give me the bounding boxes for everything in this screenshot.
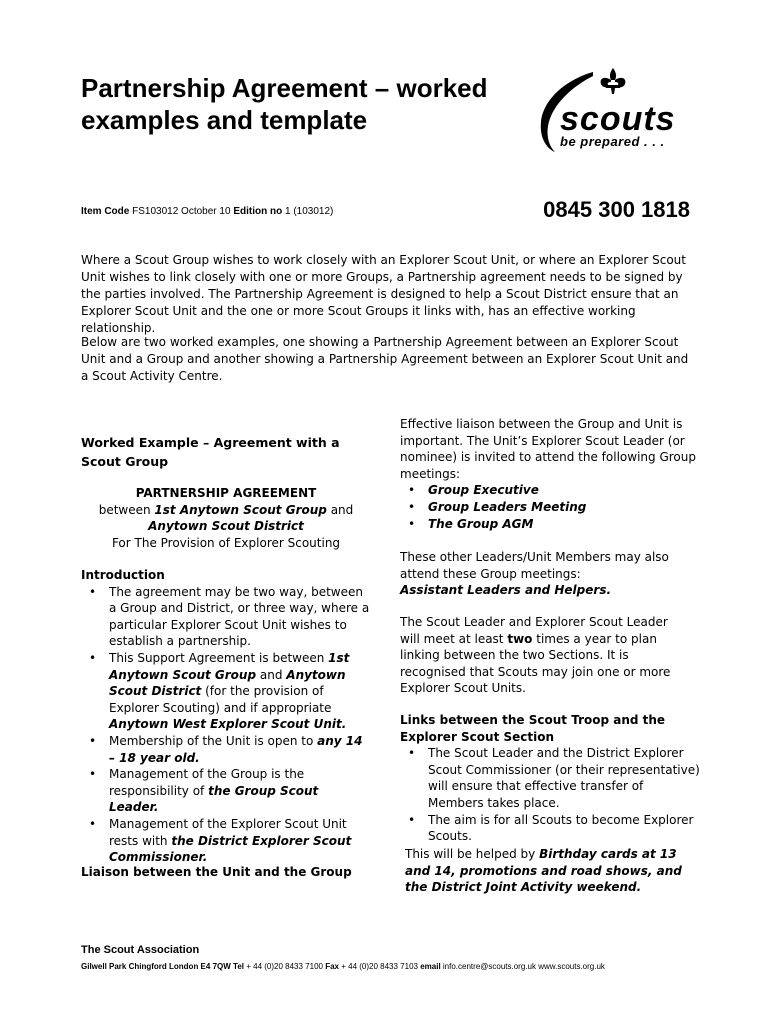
list-item: • Management of the Explorer Scout Unit rests with the District Explorer Scout Commissioner. <box>89 816 352 865</box>
bullet-text: The aim is for all Scouts to become Explorer Scouts. <box>428 812 694 844</box>
list-item: • Membership of the Unit is open to any 14 – 18 year old. <box>89 733 363 765</box>
tel-number: + 44 (0)20 8433 7100 <box>246 962 323 971</box>
agreement-block <box>81 485 371 551</box>
two-text: two <box>507 631 533 646</box>
meeting-name: Group Leaders Meeting <box>428 499 587 514</box>
and-text: and <box>330 502 354 517</box>
helped-by-paragraph <box>405 846 705 896</box>
commissioner-name: the District Explorer Scout Commissioner. <box>109 833 352 865</box>
item-code-line <box>81 206 333 217</box>
liaison-heading: Liaison between the Unit and the Group <box>81 865 352 879</box>
list-item: • The aim is for all Scouts to become Explorer Scouts. <box>408 812 694 844</box>
introduction-section <box>81 567 371 866</box>
bullet-text: This Support Agreement is between <box>109 650 325 665</box>
group-name: 1st Anytown Scout Group <box>154 502 327 517</box>
website-link[interactable]: www.scouts.org.uk <box>538 962 605 971</box>
activities-text: Birthday cards at 13 and 14, promotions and road shows, and the District Joint Activity weekend. <box>405 847 682 895</box>
list-item: • Management of the Group is the responsibility of the Group Scout Leader. <box>89 767 319 815</box>
footer-contact <box>81 962 605 971</box>
item-code-value: FS103012 October 10 <box>132 206 231 217</box>
leader-name: the Group Scout Leader. <box>109 783 319 815</box>
introduction-list <box>81 584 371 866</box>
list-item: • Group Leaders Meeting <box>408 499 587 514</box>
district-name: Anytown Scout District <box>148 519 304 534</box>
links-list <box>400 745 700 845</box>
paragraph-text: times a year to plan linking between the two Sections. It is recognised that Scouts may join one or more Explorer Scout Units. <box>400 631 671 696</box>
tel-label: Tel <box>233 962 244 971</box>
between-text: between <box>98 502 151 517</box>
linking-paragraph <box>400 614 690 697</box>
agreement-provision: For The Provision of Explorer Scouting <box>111 535 341 550</box>
email-link[interactable]: info.centre@scouts.org.uk <box>442 962 536 971</box>
footer-organisation: The Scout Association <box>81 944 200 956</box>
logo-tagline: be prepared . . . <box>560 134 665 149</box>
bullet-text: The agreement may be two way, between a Group and District, or three way, where a particular Explorer Scout Unit wishes to establish a partnership. <box>109 584 370 649</box>
document-title: Partnership Agreement – worked examples and template <box>81 73 488 135</box>
agreement-head: PARTNERSHIP AGREEMENT <box>135 486 317 500</box>
group-name: 1st Anytown Scout Group <box>109 650 350 682</box>
links-section <box>400 712 700 845</box>
bullet-text: Management of the Explorer Scout Unit rests with <box>109 816 347 848</box>
worked-example-heading: Worked Example – Agreement with a Scout Group <box>81 435 340 469</box>
bullet-text: (for the provision of Explorer Scouting) and if appropriate <box>109 684 332 715</box>
footer-address: Gilwell Park Chingford London E4 7QW <box>81 962 231 971</box>
meetings-list <box>400 482 700 532</box>
liaison-section <box>400 416 700 532</box>
district-name: Anytown Scout District <box>109 667 346 699</box>
attendees-text: Assistant Leaders and Helpers. <box>400 583 612 598</box>
paragraph-text: This will be helped by <box>405 847 536 861</box>
liaison-paragraph: Effective liaison between the Group and Unit is important. The Unit’s Explorer Scout Leader (or nominee) is invited to attend the following Group meetings: <box>400 417 696 481</box>
links-heading: Links between the Scout Troop and the Explorer Scout Section <box>400 713 666 744</box>
fax-number: + 44 (0)20 8433 7103 <box>341 962 418 971</box>
introduction-heading: Introduction <box>81 568 165 582</box>
list-item: • Group Executive <box>408 483 539 498</box>
fax-label: Fax <box>325 962 339 971</box>
logo-wordmark: scouts <box>560 100 676 138</box>
bullet-text: Management of the Group is the responsibility of <box>109 767 305 798</box>
list-item: • The agreement may be two way, between a Group and District, or three way, where a particular Explorer Scout Unit wishes to establish a partnership. <box>89 584 370 649</box>
meeting-name: The Group AGM <box>428 516 534 531</box>
bullet-text: The Scout Leader and the District Explorer Scout Commissioner (or their representative) will ensure that effective transfer of Members takes place. <box>428 746 700 810</box>
phone-number: 0845 300 1818 <box>543 197 690 222</box>
bullet-text: Membership of the Unit is open to <box>109 733 314 748</box>
item-code-label: Item Code <box>81 206 130 217</box>
unit-name: Anytown West Explorer Scout Unit. <box>109 717 347 732</box>
intro-paragraph-1: Where a Scout Group wishes to work closely with an Explorer Scout Unit, or where an Explorer Scout Unit wishes to link closely with one or more Groups, a Partnership agreement needs to be signed by the parties involved. The Partnership Agreement is designed to help a Scout District ensure that an Explorer Scout Unit and the one or more Scout Groups it links with, has an effective working relationship. <box>81 253 686 335</box>
intro-paragraph-2: Below are two worked examples, one showing a Partnership Agreement between an Explorer Scout Unit and a Group and another showing a Partnership Agreement between an Explorer Scout Unit and a Scout Activity Centre. <box>81 335 689 383</box>
meeting-name: Group Executive <box>428 483 539 498</box>
paragraph-text: The Scout Leader and Explorer Scout Leader will meet at least <box>400 615 668 646</box>
age-range: any 14 – 18 year old. <box>109 733 363 765</box>
paragraph-text: These other Leaders/Unit Members may also attend these Group meetings: <box>400 550 669 581</box>
list-item: • This Support Agreement is between 1st Anytown Scout Group and Anytown Scout District (for the provision of Explorer Scouting) and if appropriate Anytown West Explorer Scout Unit. <box>89 650 350 732</box>
list-item: • The Scout Leader and the District Explorer Scout Commissioner (or their representative) will ensure that effective transfer of Members takes place. <box>408 746 700 810</box>
list-item: • The Group AGM <box>408 516 534 531</box>
email-label: email <box>420 962 441 971</box>
edition-value: 1 (103012) <box>284 206 334 217</box>
agreement-parties <box>81 502 371 519</box>
scouts-logo <box>525 66 705 162</box>
edition-label: Edition no <box>233 206 283 217</box>
other-attendees-paragraph <box>400 549 690 599</box>
and-text: and <box>259 667 283 682</box>
